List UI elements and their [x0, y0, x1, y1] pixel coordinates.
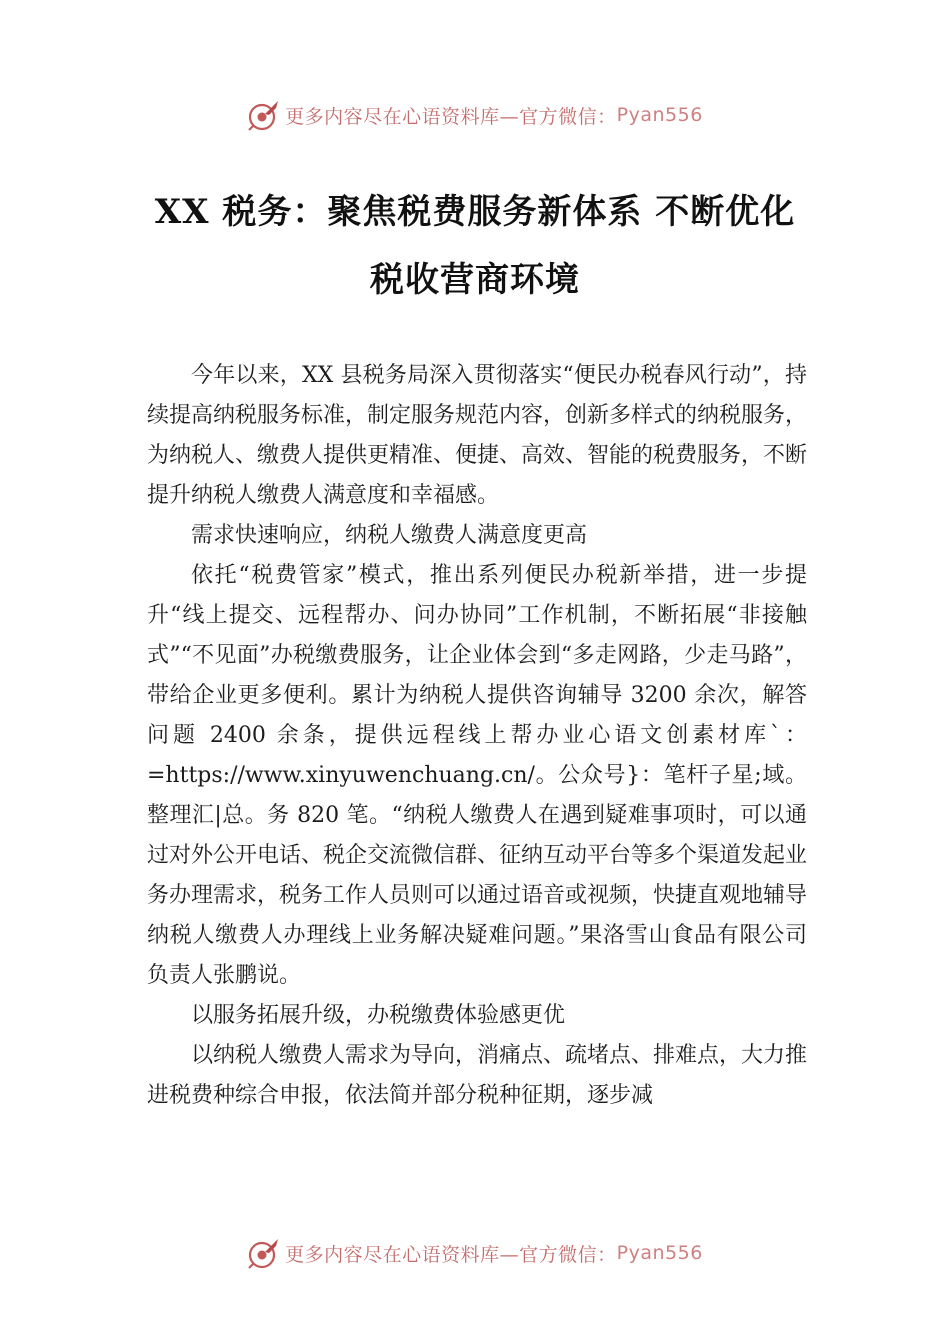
footer-watermark-banner	[0, 1233, 950, 1273]
section-heading-2: 以服务拓展升级，办税缴费体验感更优	[191, 1003, 566, 1028]
header-watermark-banner	[0, 95, 950, 135]
banner-wechat-id: Pyan556	[616, 1242, 703, 1264]
banner-wechat-id: Pyan556	[616, 104, 703, 126]
quill-logo-icon	[247, 98, 281, 132]
document-title	[95, 178, 855, 314]
paragraph-section-2: 以纳税人缴费人需求为导向，消痛点、疏堵点、排难点，大力推进税费种综合申报，依法简并部分税种征期，逐步减	[147, 1043, 808, 1108]
document-body	[147, 356, 807, 1116]
banner-text: 更多内容尽在心语资料库—官方微信：	[285, 105, 617, 128]
title-line-2: 税收营商环境	[370, 260, 580, 300]
quill-logo-icon	[247, 1236, 281, 1270]
banner-text: 更多内容尽在心语资料库—官方微信：	[285, 1243, 617, 1266]
paragraph-section-1: 依托“税费管家”模式，推出系列便民办税新举措，进一步提升“线上提交、远程帮办、问办协同”工作机制，不断拓展“非接触式”“不见面”办税缴费服务，让企业体会到“多走网路，少走马路”，带给企业更多便利。累计为纳税人提供咨询辅导 3200 余次，解答问题 2400 余条，提供远程线上帮办业心语文创素材库`：=https://www.xinyuwenchuang.cn/。公众号}：笔杆子星;域。整理汇|总。务 820 笔。“纳税人缴费人在遇到疑难事项时，可以通过对外公开电话、税企交流微信群、征纳互动平台等多个渠道发起业务办理需求，税务工作人员则可以通过语音或视频，快捷直观地辅导纳税人缴费人办理线上业务解决疑难问题。”果洛雪山食品有限公司负责人张鹏说。	[147, 563, 808, 988]
section-heading-1: 需求快速响应，纳税人缴费人满意度更高	[191, 523, 588, 548]
paragraph-intro: 今年以来，XX 县税务局深入贯彻落实“便民办税春风行动”，持续提高纳税服务标准，制定服务规范内容，创新多样式的纳税服务，为纳税人、缴费人提供更精准、便捷、高效、智能的税费服务，不断提升纳税人缴费人满意度和幸福感。	[147, 363, 808, 508]
title-line-1: XX 税务：聚焦税费服务新体系 不断优化	[154, 192, 796, 232]
